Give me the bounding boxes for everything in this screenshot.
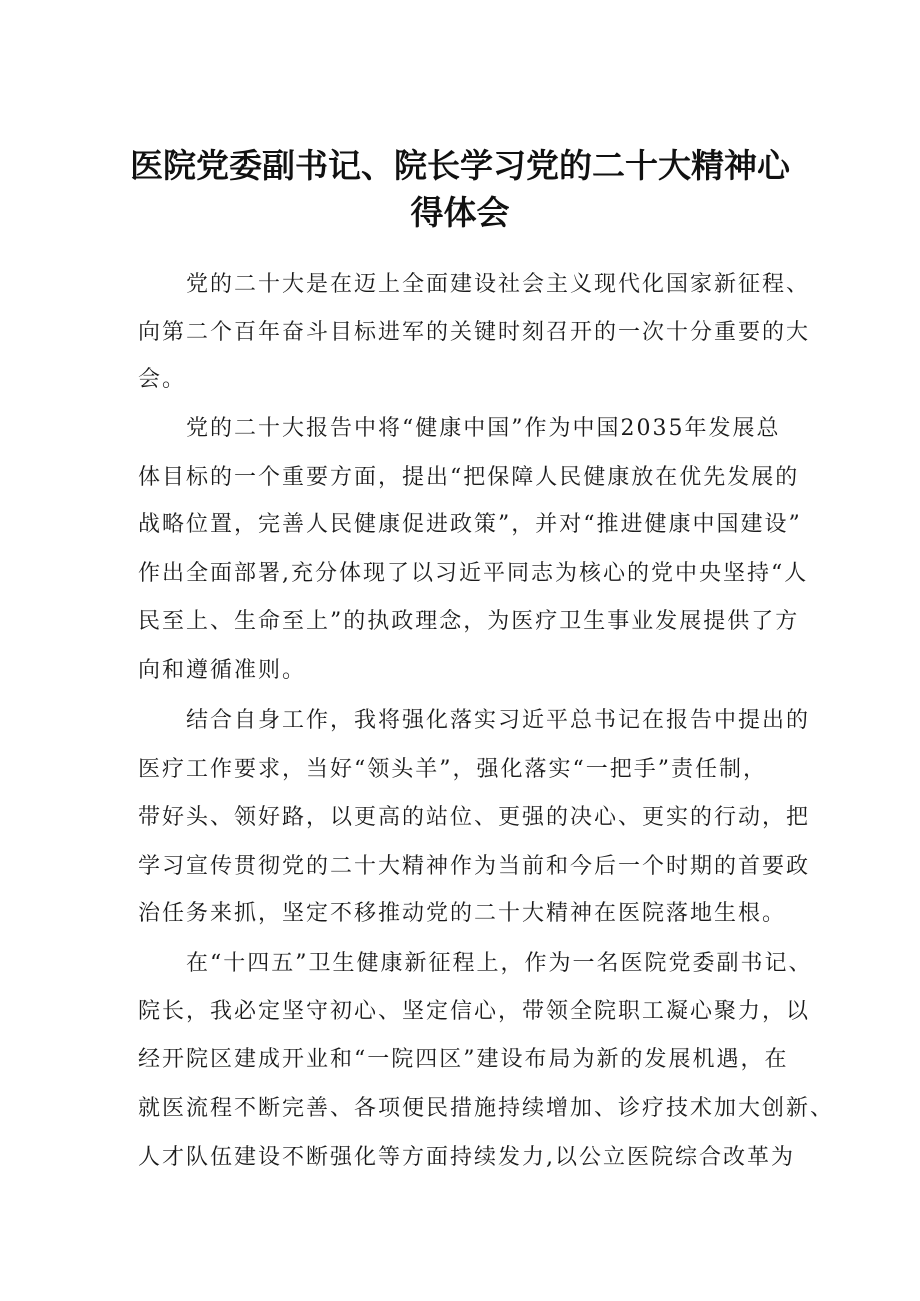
- paragraph-3-line-3: 带好头、领好路，以更高的站位、更强的决心、更实的行动，把: [138, 805, 811, 830]
- paragraph-1-line-2: 向第二个百年奋斗目标进军的关键时刻召开的一次十分重要的大: [138, 320, 811, 345]
- paragraph-4-line-5: 人才队伍建设不断强化等方面持续发力,以公立医院综合改革为: [138, 1145, 795, 1170]
- paragraph-2-line-6: 向和遵循准则。: [138, 658, 307, 683]
- paragraph-4-line-2: 院长，我必定坚守初心、坚定信心，带领全院职工凝心聚力，以: [138, 999, 811, 1024]
- document-title-line-2: 得体会: [410, 193, 510, 232]
- paragraph-2-line-4: 作出全面部署,充分体现了以习近平同志为核心的党中央坚持“人: [138, 561, 809, 586]
- paragraph-1-line-1: 党的二十大是在迈上全面建设社会主义现代化国家新征程、: [186, 272, 811, 297]
- paragraph-3-line-2: 医疗工作要求，当好“领头羊”，强化落实“一把手”责任制，: [138, 757, 767, 782]
- paragraph-3-line-4: 学习宣传贯彻党的二十大精神作为当前和今后一个时期的首要政: [138, 854, 811, 879]
- paragraph-4-line-1: 在“十四五”卫生健康新征程上，作为一名医院党委副书记、: [186, 951, 813, 976]
- paragraph-1-line-3: 会。: [138, 367, 187, 392]
- paragraph-3-line-5: 治任务来抓，坚定不移推动党的二十大精神在医院落地生根。: [138, 901, 787, 926]
- paragraph-2-line-2: 体目标的一个重要方面，提出“把保障人民健康放在优先发展的: [138, 465, 800, 490]
- paragraph-2-line-5: 民至上、生命至上”的执政理念，为医疗卫生事业发展提供了方: [138, 609, 800, 634]
- document-title-line-1: 医院党委副书记、院长学习党的二十大精神心: [130, 146, 790, 185]
- paragraph-2-line-3: 战略位置，完善人民健康促进政策”，并对“推进健康中国建设”: [138, 512, 802, 537]
- paragraph-4-line-3: 经开院区建成开业和“一院四区”建设布局为新的发展机遇，在: [138, 1047, 789, 1072]
- paragraph-2-line-1: 党的二十大报告中将“健康中国”作为中国2035年发展总: [186, 416, 781, 441]
- paragraph-3-line-1: 结合自身工作，我将强化落实习近平总书记在报告中提出的: [186, 708, 811, 733]
- paragraph-4-line-4: 就医流程不断完善、各项便民措施持续增加、诊疗技术加大创新、: [138, 1096, 835, 1121]
